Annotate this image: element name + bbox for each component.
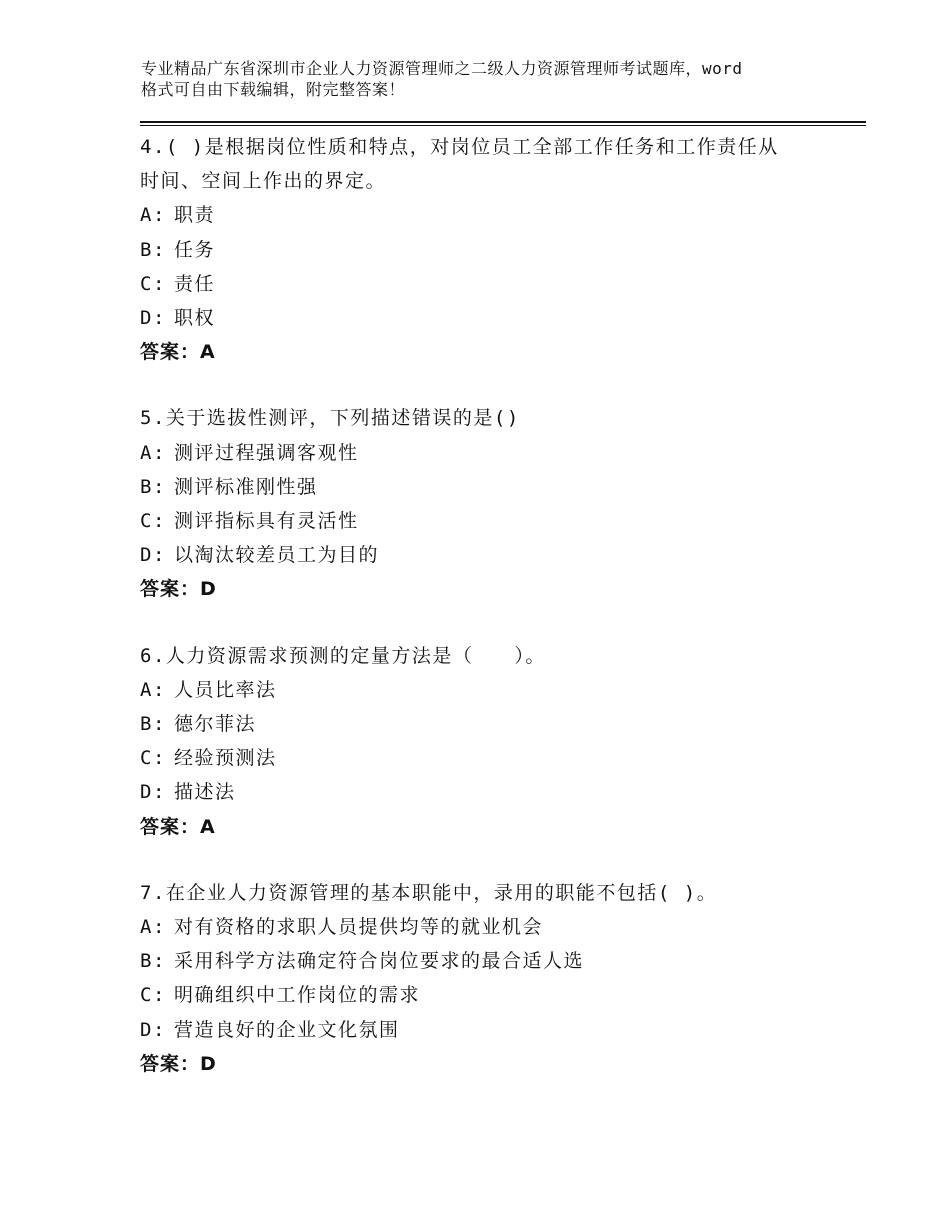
option-b: [140, 707, 820, 741]
question-7: [140, 876, 820, 1081]
answer: 答案：A: [140, 815, 216, 838]
option-a: [140, 436, 820, 470]
option-text: 营造良好的企业文化氛围: [174, 1018, 400, 1041]
option-text: 对有资格的求职人员提供均等的就业机会: [174, 916, 544, 939]
option-b: [140, 470, 820, 504]
option-d: [140, 538, 820, 572]
header-divider-thick: [140, 121, 866, 123]
document-header: [141, 58, 831, 100]
option-c: [140, 741, 820, 775]
question-list: [140, 130, 820, 1113]
option-key: B:: [140, 238, 166, 261]
option-text: 测评标准刚性强: [174, 475, 318, 498]
option-b: [140, 944, 820, 978]
option-key: A:: [140, 678, 166, 701]
option-key: D:: [140, 544, 166, 567]
option-a: [140, 910, 820, 944]
option-a: [140, 673, 820, 707]
option-key: C:: [140, 984, 166, 1007]
option-key: B:: [140, 950, 166, 973]
option-a: [140, 198, 820, 232]
option-d: [140, 301, 820, 335]
option-text: 描述法: [174, 781, 236, 804]
option-d: [140, 775, 820, 809]
question-stem: 4.( )是根据岗位性质和特点，对岗位员工全部工作任务和工作责任从: [140, 136, 779, 158]
header-divider-thin: [140, 125, 866, 126]
option-key: B:: [140, 713, 166, 736]
option-key: D:: [140, 307, 166, 330]
option-key: A:: [140, 204, 166, 227]
option-b: [140, 233, 820, 267]
question-stem: 6.人力资源需求预测的定量方法是（ ）。: [140, 644, 546, 667]
option-c: [140, 267, 820, 301]
option-text: 经验预测法: [174, 747, 277, 770]
option-text: 测评过程强调客观性: [174, 441, 359, 464]
option-c: [140, 504, 820, 538]
option-key: B:: [140, 475, 166, 498]
option-key: D:: [140, 781, 166, 804]
option-key: C:: [140, 510, 166, 533]
header-line-1: 专业精品广东省深圳市企业人力资源管理师之二级人力资源管理师考试题库，word: [141, 59, 743, 78]
option-key: C:: [140, 747, 166, 770]
option-text: 人员比率法: [174, 678, 277, 701]
question-6: [140, 639, 820, 844]
option-d: [140, 1013, 820, 1047]
option-key: C:: [140, 272, 166, 295]
option-text: 责任: [174, 272, 216, 295]
question-4: [140, 130, 820, 369]
question-5: [140, 401, 820, 606]
option-key: D:: [140, 1018, 166, 1041]
option-c: [140, 978, 820, 1012]
option-key: A:: [140, 916, 166, 939]
header-line-2: 格式可自由下载编辑，附完整答案！: [141, 80, 406, 99]
question-stem: 5.关于选拔性测评，下列描述错误的是(): [140, 407, 520, 430]
answer: 答案：D: [140, 578, 217, 601]
answer: 答案：A: [140, 341, 216, 364]
option-text: 任务: [174, 238, 216, 261]
question-stem: 7.在企业人力资源管理的基本职能中，录用的职能不包括( )。: [140, 881, 718, 904]
option-text: 以淘汰较差员工为目的: [174, 544, 380, 567]
question-stem: 时间、空间上作出的界定。: [140, 170, 387, 193]
option-text: 测评指标具有灵活性: [174, 510, 359, 533]
option-text: 职责: [174, 204, 216, 227]
answer: 答案：D: [140, 1052, 217, 1075]
option-key: A:: [140, 441, 166, 464]
option-text: 德尔菲法: [174, 713, 257, 736]
option-text: 职权: [174, 307, 216, 330]
option-text: 明确组织中工作岗位的需求: [174, 984, 421, 1007]
option-text: 采用科学方法确定符合岗位要求的最合适人选: [174, 950, 585, 973]
